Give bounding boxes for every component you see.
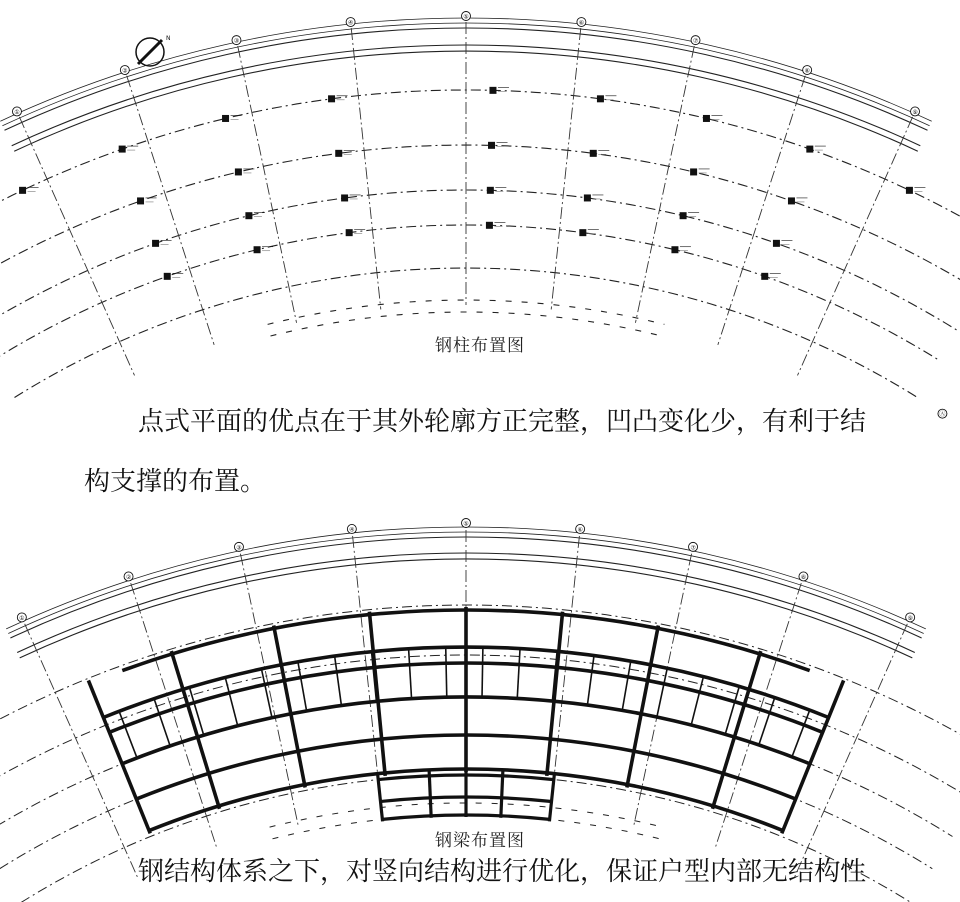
radial-gridline (715, 583, 801, 848)
svg-text:N: N (166, 35, 171, 42)
axis-bubble-label: ③ (233, 37, 240, 45)
secondary-beam (482, 647, 483, 697)
steel-column (690, 168, 710, 175)
axis-bubble-label: ⑦ (690, 544, 696, 552)
steel-column (254, 246, 274, 253)
figure-caption-beam-layout: 钢梁布置图 (435, 831, 525, 851)
axis-bubble (234, 542, 243, 551)
axis-bubble (12, 107, 21, 116)
radial-gridline (127, 76, 214, 345)
axis-bubble-label: ⑧ (800, 573, 807, 581)
ring-gridline (0, 145, 960, 293)
paragraph-structure (84, 842, 884, 902)
axis-bubble-label: ⑨ (912, 108, 918, 116)
steel-column (245, 212, 265, 219)
axis-bubble (462, 519, 471, 528)
axis-bubble (576, 524, 585, 533)
steel-column (579, 229, 599, 236)
axis-bubble (124, 572, 133, 581)
axis-bubble-label: ② (122, 67, 128, 75)
axis-bubble-label: ⑦ (692, 37, 699, 45)
steel-column (222, 115, 242, 122)
steel-beam-radial (547, 612, 563, 776)
steel-beam-radial (171, 651, 219, 809)
secondary-beam (759, 698, 775, 745)
paragraph-line: 钢结构体系之下，对竖向结构进行优化，保证户型内部无结构性 (138, 857, 867, 887)
secondary-beam (225, 677, 237, 725)
steel-column (806, 146, 826, 153)
axis-bubble (120, 66, 129, 75)
radial-gridline (238, 46, 297, 323)
steel-beam-radial (274, 626, 305, 788)
axis-bubble (347, 524, 356, 533)
radial-gridlines (19, 19, 912, 375)
axis-bubble (689, 542, 698, 551)
steel-column (584, 194, 604, 201)
axis-bubble (906, 613, 915, 622)
axis-bubble-label: ⑧ (804, 67, 810, 75)
steel-column (235, 168, 255, 175)
axis-bubble (17, 613, 26, 622)
secondary-beam (691, 677, 703, 725)
axis-bubble-label: ⑨ (907, 614, 913, 622)
steel-columns (19, 87, 925, 280)
secondary-beam (657, 668, 667, 717)
ring-gridline (0, 190, 959, 331)
steel-column (671, 246, 691, 253)
steel-column (680, 212, 700, 219)
axis-bubble (911, 107, 920, 116)
axis-bubble (691, 36, 700, 45)
beam-layout-drawing (0, 505, 960, 827)
steel-beam-radial (712, 651, 760, 809)
axis-bubble-label: ① (19, 614, 25, 622)
core-beam-radial (501, 770, 503, 818)
paragraph-line: 点式平面的优点在于其外轮廓方正完整，凹凸变化少，有利于结 (138, 407, 867, 437)
axis-bubble (232, 36, 241, 45)
axis-bubble (577, 18, 586, 27)
axis-bubble-label: ② (125, 573, 132, 581)
radial-gridline (635, 46, 694, 323)
north-arrow-icon (136, 35, 171, 66)
steel-column (341, 194, 361, 201)
radial-gridline (131, 583, 217, 848)
steel-column (335, 150, 355, 157)
steel-beam-radial (369, 612, 385, 776)
axis-bubble (938, 409, 947, 418)
radial-gridline (551, 28, 581, 309)
axis-bubble-label: Ⓐ (939, 411, 946, 419)
axis-bubble-label: ⑥ (578, 19, 585, 27)
steel-column (590, 150, 610, 157)
axis-bubbles (0, 12, 960, 419)
steel-column (346, 229, 366, 236)
axis-bubble (803, 66, 812, 75)
secondary-beam (792, 710, 810, 757)
axis-bubble (346, 18, 355, 27)
secondary-beam (446, 647, 447, 697)
steel-column (137, 197, 157, 204)
secondary-beam (154, 699, 170, 746)
figure-caption-column-layout: 钢柱布置图 (435, 336, 525, 356)
steel-column (597, 95, 617, 102)
axis-bubble-label: ④ (349, 526, 355, 534)
steel-column (761, 273, 781, 280)
axis-bubble-label: ① (14, 108, 20, 116)
core-beam-radial (429, 770, 431, 818)
axis-bubble-label: ④ (347, 19, 354, 27)
steel-column (703, 115, 723, 122)
axis-bubble (799, 572, 808, 581)
paragraph-line: 构支撑的布置。 (84, 467, 267, 497)
radial-gridline (351, 28, 381, 309)
steel-column (119, 146, 139, 153)
axis-bubble-label: ⑤ (463, 520, 469, 528)
ring-gridline (0, 90, 960, 246)
steel-beam-radial (627, 626, 658, 788)
axis-bubble-label: ⑥ (577, 526, 583, 534)
secondary-beam (119, 711, 137, 758)
steel-column (328, 95, 348, 102)
axis-bubble-label: ③ (236, 544, 242, 552)
steel-beams (88, 607, 843, 833)
radial-gridline (718, 76, 805, 345)
axis-bubble (462, 12, 471, 21)
paragraph-point-plan (84, 392, 884, 512)
axis-bubble-label: ⑤ (463, 13, 469, 21)
